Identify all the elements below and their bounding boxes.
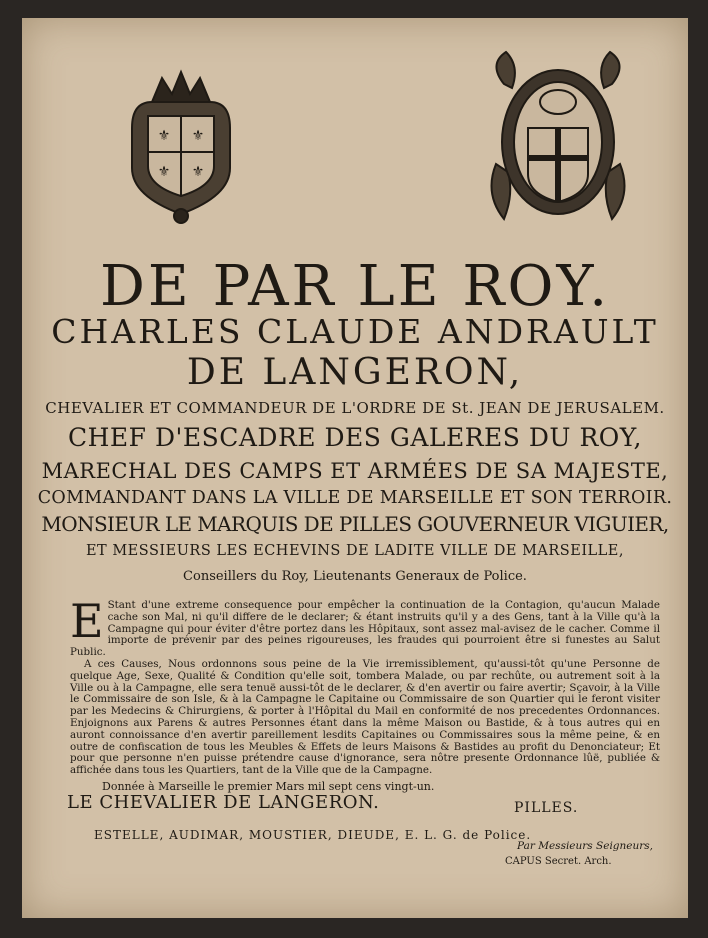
given-date-line: Donnée à Marseille le premier Mars mil sept cens vingt-un. xyxy=(102,780,435,793)
svg-text:⚜: ⚜ xyxy=(157,128,171,144)
paragraph-preamble: Stant d'une extreme consequence pour empêcher la continuation de la Contagion, qu'aucun Malade cache son Mal, ni qu'il differe de le declarer; & étant instruits qu'il y a des Gens, tant à la Ville qu'à la Campagne qui pour éviter d'être portez dans les Hôpitaux, sont assez mal-avisez de le cacher. Comme il importe de prévenir par des peines rigoureuses, les fraudes qui pourroient être si funestes au Salut Public. xyxy=(70,599,660,659)
signature-echevins: ESTELLE, AUDIMAR, MOUSTIER, DIEUDE, E. L. G. de Police. xyxy=(94,828,532,842)
title-order-jerusalem: CHEVALIER ET COMMANDEUR DE L'ORDRE DE St. JEAN DE JERUSALEM. xyxy=(45,399,665,417)
signature-capus: CAPUS Secret. Arch. xyxy=(505,856,612,867)
svg-text:⚜: ⚜ xyxy=(191,164,205,180)
svg-text:⚜: ⚜ xyxy=(157,164,171,180)
title-chef-escadre: CHEF D'ESCADRE DES GALERES DU ROY, xyxy=(67,423,642,452)
svg-text:⚜: ⚜ xyxy=(191,128,205,144)
drop-cap: E xyxy=(70,594,104,648)
name-line-1: CHARLES CLAUDE ANDRAULT xyxy=(51,312,659,351)
title-marechal: MARECHAL DES CAMPS ET ARMÉES DE SA MAJESTE, xyxy=(41,459,669,483)
marseille-city-arms-icon xyxy=(484,44,632,239)
title-echevins: ET MESSIEURS LES ECHEVINS DE LADITE VILLE DE MARSEILLE, xyxy=(85,543,625,559)
title-de-par-le-roy: DE PAR LE ROY. xyxy=(99,254,610,319)
signature-langeron: LE CHEVALIER DE LANGERON. xyxy=(67,792,380,813)
paragraph-ordinance: A ces Causes, Nous ordonnons sous peine de la Vie irremissiblement, qu'aussi-tôt qu'une Personne de quelque Age, Sexe, Qualité & Condition qu'elle soit, tombera Malade, ou par rechûte, ou autrement soit à la Ville ou à la Campagne, elle sera tenuë aussi-tôt de le declarer, & d'en avertir ou faire avertir; Sçavoir, à la Ville le Commissaire de son Isle, & à la Campagne le Capitaine ou Commissaire de son Quartier qui le feront visiter par les Medecins & Chirurgiens, & porter à l'Hôpital du Mail en conformité de nos precedentes Ordonnances. Enjoignons aux Parens & autres Personnes étant dans la même Maison ou Bastide, & à tous autres qui en auront connoissance d'en avertir pareillement lesdits Capitaines ou Commissaires sous la même peine, & en outre de confiscation de tous les Meubles & Effets de leurs Maisons & Bastides au profit du Denonciateur; Et pour que personne n'en puisse prétendre cause d'ignorance, sera nôtre presente Ordonnance lûë, publiée & affichée dans tous les Quartiers, tant de la Ville que de la Campagne. xyxy=(70,657,660,777)
royal-coat-of-arms-icon xyxy=(122,68,240,228)
signature-par-messieurs: Par Messieurs Seigneurs, xyxy=(517,840,654,852)
proclamation-sheet xyxy=(22,18,688,918)
title-commandant: COMMANDANT DANS LA VILLE DE MARSEILLE ET SON TERROIR. xyxy=(37,488,673,508)
ordinance-body xyxy=(70,594,660,777)
signature-pilles: PILLES. xyxy=(514,800,579,816)
title-conseillers: Conseillers du Roy, Lieutenants Generaux de Police. xyxy=(183,569,527,584)
name-line-2: DE LANGERON, xyxy=(186,352,524,393)
title-marquis: MONSIEUR LE MARQUIS DE PILLES GOUVERNEUR VIGUIER, xyxy=(41,512,669,536)
